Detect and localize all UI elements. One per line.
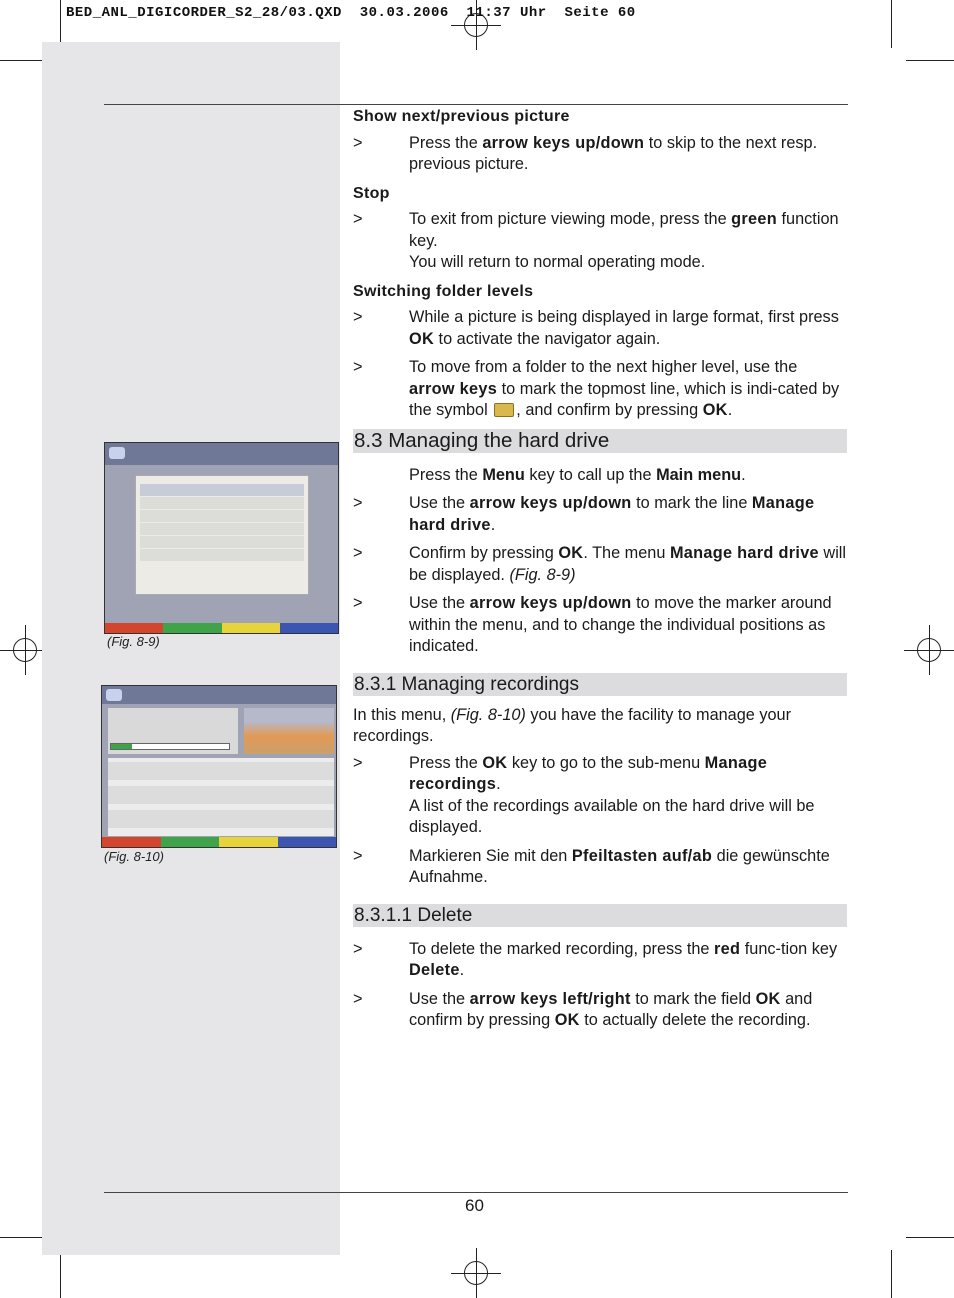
bullet-marker: > (353, 989, 363, 1008)
text: . The menu (583, 544, 670, 562)
figure-reference: (Fig. 8-10) (450, 705, 526, 724)
text: . (490, 515, 496, 534)
instruction-item (353, 209, 847, 274)
top-rule (104, 104, 848, 105)
section-heading-8-3-1-1: 8.3.1.1 Delete (353, 904, 847, 927)
instruction-item (353, 543, 847, 586)
bullet-marker: > (353, 753, 363, 772)
screen-title-bar (105, 443, 338, 465)
page-number: 60 (465, 1196, 484, 1215)
figure-caption: (Fig. 8-10) (104, 849, 164, 864)
screen-menu-item (140, 497, 304, 510)
text: will be displayed. (409, 544, 847, 584)
key-label: arrow keys up/down (482, 133, 645, 152)
text: func-tion key (740, 939, 838, 958)
recording-row (108, 786, 334, 804)
screen-title-bar (102, 686, 336, 704)
bullet-marker: > (353, 210, 363, 228)
screen-menu-item (140, 510, 304, 523)
crop-mark (906, 60, 954, 61)
figure-caption: (Fig. 8-9) (107, 634, 160, 649)
screen-menu-box (135, 475, 309, 595)
text: to move the marker around within the menu, and to change the individual positions as indicated. (409, 594, 832, 655)
key-label: Menu (482, 465, 525, 484)
registration-mark (904, 625, 954, 675)
recordings-list (108, 758, 334, 836)
key-label: Main menu (656, 465, 742, 484)
text: To delete the marked recording, press the (409, 939, 714, 958)
figure-manage-recordings-screenshot (101, 685, 337, 848)
key-label: Manage hard drive (669, 544, 819, 562)
key-label: arrow keys (409, 379, 498, 398)
intro-paragraph (353, 465, 847, 487)
instruction-item (353, 493, 847, 536)
bullet-marker: > (353, 544, 363, 562)
key-label: Pfeiltasten auf/ab (571, 846, 713, 865)
figure-manage-hard-drive-screenshot (104, 442, 339, 634)
key-label: OK (702, 401, 728, 419)
text: to mark the line (631, 494, 752, 512)
instruction-item (353, 753, 847, 839)
figure-reference: (Fig. 8-9) (509, 565, 576, 584)
crop-mark (0, 1237, 48, 1238)
text: to mark the topmost line, which is indi-cated by the symbol (409, 379, 840, 419)
key-label: arrow keys left/right (469, 989, 631, 1008)
text: While a picture is being displayed in large format, first press (409, 308, 839, 326)
key-label: red (714, 939, 741, 958)
key-label: OK (482, 753, 508, 772)
text: to mark the field (630, 989, 756, 1008)
text: , and confirm by pressing (516, 401, 703, 419)
key-label: arrow keys up/down (469, 594, 632, 612)
text: to actually delete the recording. (579, 1011, 811, 1029)
text: You will return to normal operating mode. (409, 253, 706, 271)
crop-mark (891, 1250, 892, 1298)
text: . (496, 775, 501, 793)
text: Press the (409, 133, 483, 152)
text: function key. (409, 210, 839, 250)
text: die gewünschte Aufnahme. (409, 846, 830, 886)
screen-menu-item (140, 536, 304, 549)
screen-menu-item (140, 523, 304, 536)
instruction-item (353, 989, 847, 1032)
menu-logo-icon (109, 447, 125, 459)
text: To exit from picture viewing mode, press the (409, 210, 732, 228)
text: Markieren Sie mit den (409, 846, 572, 865)
text: Use the (409, 594, 470, 612)
text: Confirm by pressing (409, 544, 559, 562)
text: Press the (409, 465, 483, 484)
screen-menu-item (140, 549, 304, 562)
instruction-item (353, 939, 847, 982)
text: Use the (409, 494, 470, 512)
text: Press the (409, 753, 483, 772)
heading-switching-folder-levels: Switching folder levels (353, 282, 534, 300)
key-label: OK (558, 544, 584, 562)
registration-mark (451, 1248, 501, 1298)
crop-mark (906, 1237, 954, 1238)
main-text-column (353, 106, 847, 1039)
text: you have the facility to manage your recordings. (353, 705, 792, 745)
folder-up-icon (494, 403, 514, 417)
bullet-marker: > (353, 308, 363, 326)
function-key-bar (102, 837, 336, 847)
section-heading-8-3: 8.3 Managing the hard drive (353, 429, 847, 453)
recording-row (108, 762, 334, 780)
disk-usage-bar (110, 743, 230, 750)
heading-show-next-previous: Show next/previous picture (353, 108, 570, 125)
key-label: Manage recordings (409, 753, 768, 793)
section-heading-8-3-1: 8.3.1 Managing recordings (353, 673, 847, 696)
text: In this menu, (353, 705, 451, 724)
function-key-bar (105, 623, 338, 633)
crop-mark (891, 0, 892, 48)
tv-preview-image (244, 708, 334, 754)
bullet-marker: > (353, 133, 363, 152)
text: and confirm by pressing (409, 989, 813, 1029)
key-label: Delete (409, 961, 460, 979)
instruction-item (353, 357, 847, 422)
crop-mark (60, 1250, 61, 1298)
instruction-item (353, 846, 847, 889)
instruction-item (353, 133, 847, 176)
text: . (741, 465, 746, 484)
text: key to call up the (524, 465, 657, 484)
print-slug: BED_ANL_DIGICORDER_S2_28/03.QXD 30.03.2006 11:37 Uhr Seite 60 (66, 5, 636, 21)
key-label: green (731, 210, 777, 228)
intro-paragraph (353, 705, 847, 748)
menu-logo-icon (106, 689, 122, 701)
text: To move from a folder to the next higher level, use the (409, 358, 798, 376)
instruction-item (353, 307, 847, 350)
text: to activate the navigator again. (434, 329, 661, 348)
bullet-marker: > (353, 939, 363, 958)
bullet-marker: > (353, 846, 363, 865)
text: A list of the recordings available on the hard drive will be displayed. (409, 796, 815, 836)
key-label: arrow keys up/down (469, 494, 632, 512)
screen-menu-item (140, 484, 304, 497)
key-label: OK (755, 989, 781, 1008)
recording-row (108, 810, 334, 828)
text: key to go to the sub-menu (507, 753, 705, 772)
text: to skip to the next resp. previous picture. (409, 133, 818, 173)
bullet-marker: > (353, 358, 363, 376)
key-label: OK (409, 329, 435, 348)
crop-mark (0, 60, 48, 61)
key-label: OK (554, 1011, 580, 1029)
heading-stop: Stop (353, 184, 390, 202)
bottom-rule (104, 1192, 848, 1193)
bullet-marker: > (353, 594, 363, 612)
key-label: Manage hard drive (409, 494, 815, 534)
crop-mark (60, 0, 61, 48)
text: . (459, 961, 465, 979)
text: Use the (409, 989, 470, 1008)
instruction-item (353, 593, 847, 658)
sidebar-panel (42, 42, 340, 1255)
text: . (727, 401, 733, 419)
bullet-marker: > (353, 494, 363, 512)
